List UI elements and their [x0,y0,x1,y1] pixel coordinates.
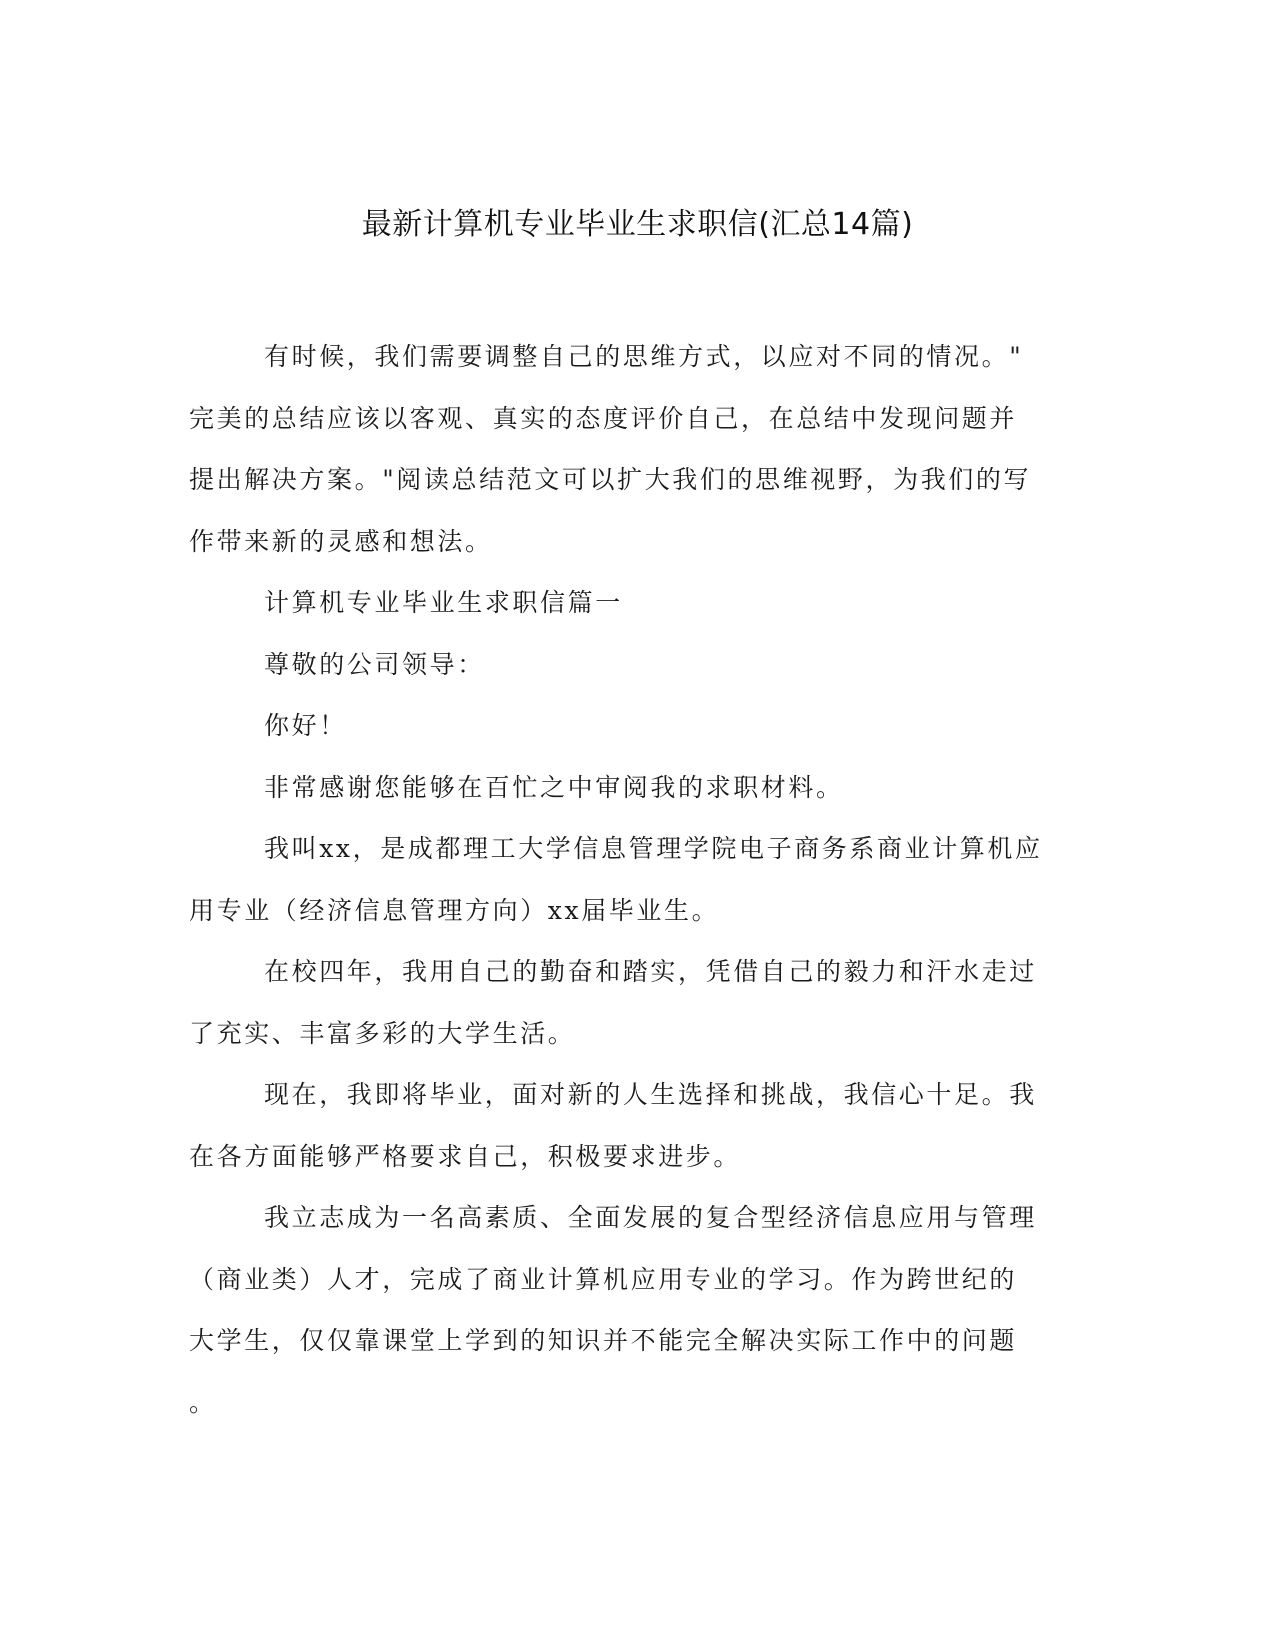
paragraph-line: 提出解决方案。"阅读总结范文可以扩大我们的思维视野，为我们的写 [189,465,1032,494]
paragraph-thanks [189,757,1089,819]
paragraph-goals [189,1187,1089,1433]
paragraph-line: 在各方面能够严格要求自己，积极要求进步。 [189,1141,742,1171]
paragraph-college-life [189,941,1089,1064]
paragraph-intro [189,326,1089,572]
paragraph-line: 作带来新的灵感和想法。 [189,526,493,556]
paragraph-line: 计算机专业毕业生求职信篇一 [264,588,623,617]
paragraph-line: 尊敬的公司领导： [264,649,485,679]
paragraph-line: 我立志成为一名高素质、全面发展的复合型经济信息应用与管理 [264,1203,1037,1232]
paragraph-confidence [189,1064,1089,1187]
salutation [189,634,1089,696]
paragraph-line: 了充实、丰富多彩的大学生活。 [189,1018,576,1048]
document-body [189,326,1089,1433]
section-heading [189,572,1089,634]
greeting [189,695,1089,757]
paragraph-line: 完美的总结应该以客观、真实的态度评价自己，在总结中发现问题并 [189,403,1018,433]
paragraph-line: 有时候，我们需要调整自己的思维方式，以应对不同的情况。" [264,342,1024,371]
paragraph-line: 。 [189,1387,217,1417]
paragraph-line: 大学生，仅仅靠课堂上学到的知识并不能完全解决实际工作中的问题 [189,1326,1018,1355]
paragraph-introduction [189,818,1089,941]
paragraph-line: 你好！ [264,711,347,740]
paragraph-line: （商业类）人才，完成了商业计算机应用专业的学习。作为跨世纪的 [189,1264,1018,1294]
paragraph-line: 非常感谢您能够在百忙之中审阅我的求职材料。 [264,772,844,802]
paragraph-line: 我叫xx，是成都理工大学信息管理学院电子商务系商业计算机应 [264,834,1043,863]
paragraph-line: 用专业（经济信息管理方向）xx届毕业生。 [189,895,720,925]
document-title: 最新计算机专业毕业生求职信(汇总14篇) [361,207,914,242]
paragraph-line: 在校四年，我用自己的勤奋和踏实，凭借自己的毅力和汗水走过 [264,957,1037,986]
paragraph-line: 现在，我即将毕业，面对新的人生选择和挑战，我信心十足。我 [264,1080,1037,1109]
